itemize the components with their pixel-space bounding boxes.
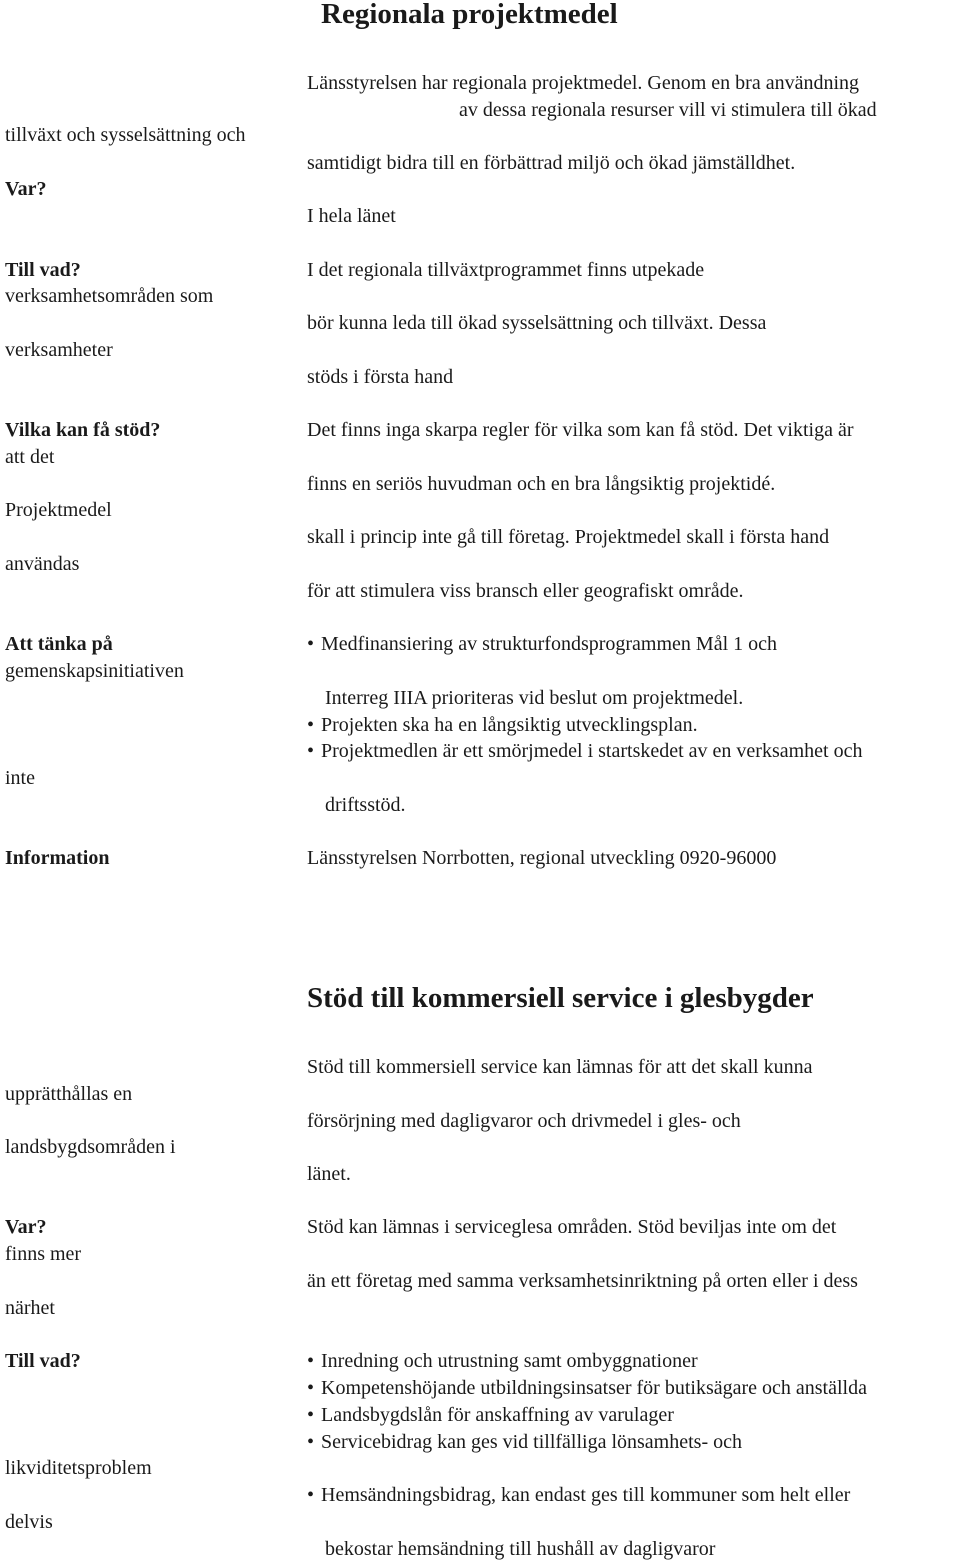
body-text-line: bör kunna leda till ökad sysselsättning och tillväxt. Dessa xyxy=(307,312,767,334)
bullet-item xyxy=(307,1405,674,1425)
section-title-regionala-projektmedel: Regionala projektmedel xyxy=(321,0,618,30)
bullet-continuation: bekostar hemsändning till hushåll av dagligvaror xyxy=(325,1538,716,1560)
bullet-continuation: driftsstöd. xyxy=(325,794,406,816)
body-text-line: av dessa regionala resurser vill vi stimulera till ökad xyxy=(459,99,877,121)
bullet-icon: • xyxy=(307,714,315,736)
bullet-continuation: Interreg IIIA prioriteras vid beslut om projektmedel. xyxy=(325,687,744,709)
left-text-verksamhetsomraden: verksamhetsområden som xyxy=(5,285,214,307)
left-text-verksamheter: verksamheter xyxy=(5,339,113,361)
body-text-line: samtidigt bidra till en förbättrad miljö och ökad jämställdhet. xyxy=(307,152,796,174)
bullet-item xyxy=(307,715,698,735)
bullet-text: Inredning och utrustning samt ombyggnationer xyxy=(321,1350,698,1372)
body-text-line: Det finns inga skarpa regler för vilka som kan få stöd. Det viktiga är xyxy=(307,419,854,441)
body-text-line: I hela länet xyxy=(307,205,396,227)
bullet-text: Hemsändningsbidrag, kan endast ges till kommuner som helt eller xyxy=(321,1484,851,1506)
body-text-line: finns en seriös huvudman och en bra långsiktig projektidé. xyxy=(307,473,776,495)
info-contact: Länsstyrelsen Norrbotten, regional utveckling 0920-96000 xyxy=(307,847,777,869)
bullet-icon: • xyxy=(307,1484,315,1506)
left-text-gemenskapsinitiativen: gemenskapsinitiativen xyxy=(5,660,184,682)
body-text-line: Länsstyrelsen har regionala projektmedel. Genom en bra användning xyxy=(307,72,860,94)
left-text-landsbygdsomraden: landsbygdsområden i xyxy=(5,1136,176,1158)
left-text-delvis: delvis xyxy=(5,1511,53,1533)
bullet-icon: • xyxy=(307,1404,315,1426)
bullet-text: Landsbygdslån för anskaffning av varulager xyxy=(321,1404,674,1426)
body-text-line: för att stimulera viss bransch eller geografiskt område. xyxy=(307,580,744,602)
body-text-line: skall i princip inte gå till företag. Projektmedel skall i första hand xyxy=(307,526,830,548)
bullet-text: Projektmedlen är ett smörjmedel i startskedet av en verksamhet och xyxy=(321,740,863,762)
label-att-tanka-pa: Att tänka på xyxy=(5,633,113,655)
body-text-line: I det regionala tillväxtprogrammet finns utpekade xyxy=(307,259,705,281)
left-text-likviditetsproblem: likviditetsproblem xyxy=(5,1457,152,1479)
body-text-line: försörjning med dagligvaror och drivmedel i gles- och xyxy=(307,1110,741,1132)
body-text-line: Stöd kan lämnas i serviceglesa områden. Stöd beviljas inte om det xyxy=(307,1216,837,1238)
bullet-text: Projekten ska ha en långsiktig utvecklingsplan. xyxy=(321,714,698,736)
bullet-text: Kompetenshöjande utbildningsinsatser för butiksägare och anställda xyxy=(321,1377,867,1399)
bullet-item xyxy=(307,1351,698,1371)
body-text-line: länet. xyxy=(307,1163,351,1185)
label-till-vad: Till vad? xyxy=(5,1350,81,1372)
label-information: Information xyxy=(5,847,110,869)
bullet-text: Medfinansiering av strukturfondsprogrammen Mål 1 och xyxy=(321,633,778,655)
bullet-icon: • xyxy=(307,740,315,762)
bullet-icon: • xyxy=(307,1350,315,1372)
label-vilka-kan-fa-stod: Vilka kan få stöd? xyxy=(5,419,161,441)
bullet-icon: • xyxy=(307,1431,315,1453)
left-text-att-det: att det xyxy=(5,446,55,468)
body-text-line: stöds i första hand xyxy=(307,366,454,388)
bullet-icon: • xyxy=(307,1377,315,1399)
bullet-item xyxy=(307,634,777,654)
bullet-item xyxy=(307,741,863,761)
left-text-finns-mer: finns mer xyxy=(5,1243,82,1265)
left-text-narhet: närhet xyxy=(5,1297,55,1319)
left-text-upprathallas: upprätthållas en xyxy=(5,1083,133,1105)
bullet-item xyxy=(307,1432,742,1452)
section-title-kommersiell-service: Stöd till kommersiell service i glesbygder xyxy=(307,982,814,1014)
bullet-item xyxy=(307,1485,850,1505)
bullet-icon: • xyxy=(307,633,315,655)
body-text-line: Stöd till kommersiell service kan lämnas för att det skall kunna xyxy=(307,1056,813,1078)
bullet-text: Servicebidrag kan ges vid tillfälliga lönsamhets- och xyxy=(321,1431,742,1453)
left-text-projektmedel: Projektmedel xyxy=(5,499,112,521)
left-text-inte: inte xyxy=(5,767,35,789)
label-var: Var? xyxy=(5,178,47,200)
left-text-tillvaxt: tillväxt och sysselsättning och xyxy=(5,124,246,146)
label-var: Var? xyxy=(5,1216,47,1238)
label-till-vad: Till vad? xyxy=(5,259,81,281)
bullet-item xyxy=(307,1378,867,1398)
body-text-line: än ett företag med samma verksamhetsinriktning på orten eller i dess xyxy=(307,1270,858,1292)
left-text-anvandas: användas xyxy=(5,553,80,575)
